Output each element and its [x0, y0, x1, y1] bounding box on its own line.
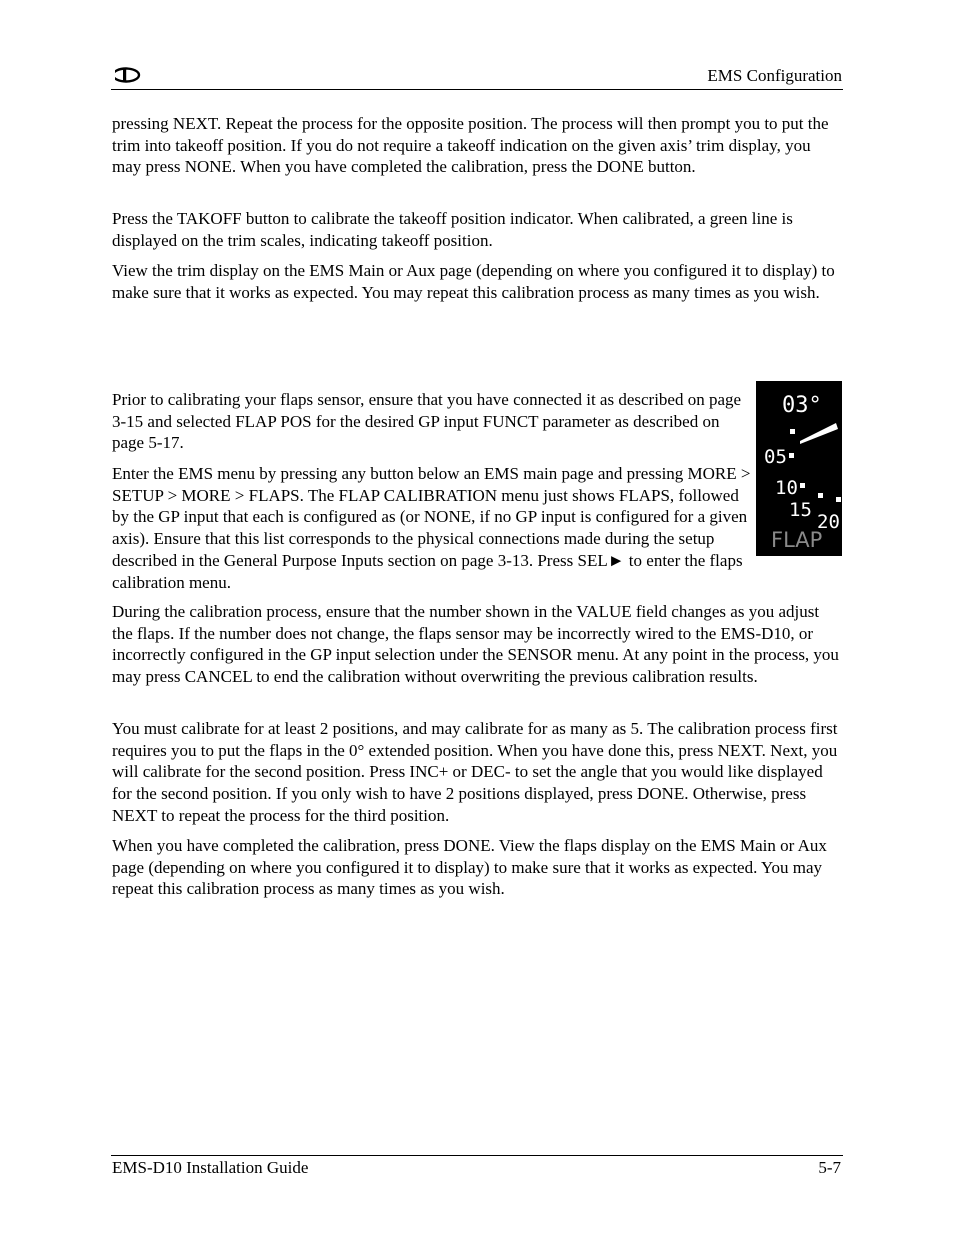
paragraph-calibration-process: During the calibration process, ensure that the number shown in the VALUE field changes as you adjust the flaps. If the number does not change, the flaps sensor may be incorrectly wired to the EMS-D10, or incorrectly configured in the GP input selection under the SENSOR menu. At any point in the process, you may press CANCEL to end the calibration without overwriting the previous calibration results. — [112, 602, 839, 687]
paragraph-view-trim-display: View the trim display on the EMS Main or Aux page (depending on where you configured it to display) to make sure that it works as expected. You may repeat this calibration process as many times as you wish. — [112, 261, 835, 302]
dynon-logo-icon — [111, 66, 141, 84]
footer-guide-title: EMS-D10 Installation Guide — [112, 1158, 309, 1177]
flap-mark-10-dot — [800, 483, 805, 488]
flap-tick-mark-3 — [836, 497, 841, 502]
flap-tick-mark-2 — [818, 493, 823, 498]
flap-mark-15: 15 — [789, 499, 812, 521]
flap-readout: 03° — [782, 393, 822, 418]
flap-label: FLAP — [771, 528, 823, 552]
flap-mark-05: 05 — [764, 446, 787, 468]
paragraph-takeoff-calibration: Press the TAKOFF button to calibrate the takeoff position indicator. When calibrated, a green line is displayed on the trim scales, indicating takeoff position. — [112, 209, 793, 250]
footer-page-number: 5-7 — [818, 1158, 841, 1177]
header-section-title: EMS Configuration — [707, 66, 842, 85]
paragraph-flaps-prior: Prior to calibrating your flaps sensor, ensure that you have connected it as described on page 3-15 and selected FLAP POS for the desired GP input FUNCT parameter as described on page 5-17. — [112, 390, 742, 453]
flap-tick-mark — [790, 429, 795, 434]
flap-display-screenshot — [756, 381, 842, 556]
flap-mark-20: 20 — [817, 511, 840, 533]
footer-rule — [111, 1155, 843, 1156]
flap-mark-10: 10 — [775, 477, 798, 499]
paragraph-trim-opposite-position: pressing NEXT. Repeat the process for the opposite position. The process will then prompt you to put the trim into takeoff position. If you do not require a takeoff indication on the given axis’ trim display, you may press NONE. When you have completed the calibration, press the DONE button. — [112, 114, 829, 177]
paragraph-completed-calibration: When you have completed the calibration, press DONE. View the flaps display on the EMS Main or Aux page (depending on where you configured it to display) to make sure that it works as expected. You may repeat this calibration process as many times as you wish. — [112, 836, 827, 899]
paragraph-calibration-positions: You must calibrate for at least 2 positions, and may calibrate for as many as 5. The calibration process first requires you to put the flaps in the 0° extended position. When you have done this, press NEXT. Next, you will calibrate for the second position. Press INC+ or DEC- to set the angle that you would like displayed for the second position. If you only wish to have 2 positions displayed, press DONE. Otherwise, press NEXT to repeat the process for the third position. — [112, 719, 838, 825]
paragraph-flaps-menu: Enter the EMS menu by pressing any button below an EMS main page and pressing MORE > SETUP > MORE > FLAPS. The FLAP CALIBRATION menu just shows FLAPS, followed by the GP input that each is configured as (or NONE, if no GP input is configured for a given axis). Ensure that this list corresponds to the physical connections made during the setup described in the General Purpose Inputs section on page 3-13. Press SEL► to enter the flaps calibration menu. — [112, 464, 751, 592]
header-rule — [111, 89, 843, 90]
flap-mark-05-dot — [789, 453, 794, 458]
